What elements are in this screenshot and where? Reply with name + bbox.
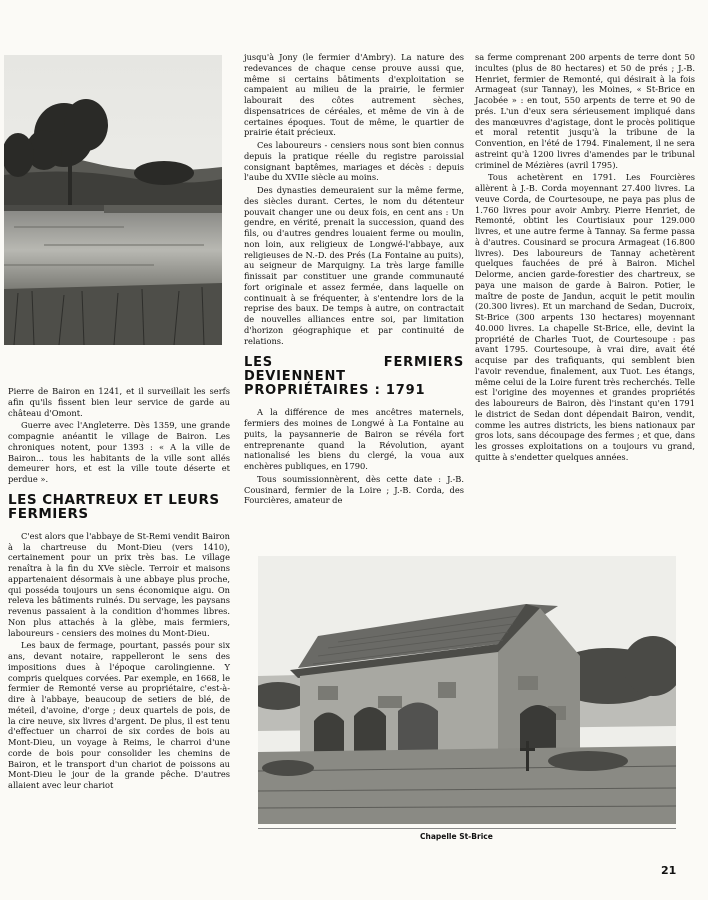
paragraph: Tous soumissionnèrent, dès cette date : J.-B. Cousinard, fermier de la Loire ; J.-B. Corda, des Fourcières, amateur de (244, 473, 464, 506)
column-1 (8, 386, 230, 793)
paragraph: sa ferme comprenant 200 arpents de terre dont 50 incultes (plus de 80 hectares) et 50 de prés ; J.-B. Henriet, fermier de Remonté, qui désirait à la fois Armageat (sur Tannay), les Moines, « St-Brice en Jacobée » : en tout, 550 arpents de terre et 90 de prés. L'un d'eux sera sérieusement impliqué dans des manœuvres d'agistage, dont le procès politique et moral retentit jusqu'à la tribune de la Convention, en l'été de 1794. Finalement, il ne sera astreint qu'à 1200 livres d'amendes par le tribunal criminel de Mézières (avril 1795). (475, 52, 695, 170)
chapel-photo (258, 556, 676, 824)
chapel-photo-image (258, 556, 676, 824)
paragraph: Pierre de Bairon en 1241, et il surveillait les serfs afin qu'ils fissent bien leur service de garde au château d'Omont. (8, 386, 230, 418)
photo-caption: Chapelle St-Brice (420, 832, 493, 841)
paragraph: Guerre avec l'Angleterre. Dès 1359, une grande compagnie anéantit le village de Bairon. Les chroniques notent, pour 1393 : « A la ville de Bairon... tous les habitants de la ville sont allés demeurer hors, et est la ville toute déserte et perdue ». (8, 420, 230, 484)
paragraph: Des dynasties demeuraient sur la même ferme, des siècles durant. Certes, le nom du détenteur pouvait changer une ou deux fois, en cent ans : Un gendre, en vérité, prenait la succession, quand des fils, ou d'autres gendres louaient ferme ou moulin, non loin, aux religieux de Longwé-l'abbaye, aux religieuses de N.-D. des Prés (La Fontaine au puits), au seigneur de Marquigny. La très large famille finissait par constituer une grande communauté fort originale et assez fermée, dans laquelle on continuait à se fréquenter, à s'entendre lors de la reprise des baux. De temps à autre, on contractait de nouvelles alliances entre soi, par limitation d'horizon géographique et par continuité de relations. (244, 185, 464, 346)
paragraph: Les baux de fermage, pourtant, passés pour six ans, devant notaire, rappelleront le sens des impositions dues à l'époque carolingienne. Y compris quelques corvées. Par exemple, en 1668, le fermier de Remonté verse au propriétaire, c'est-à-dire à l'abbaye, beaucoup de setiers de blé, de méteil, d'avoine, d'orge ; deux quartels de pois, de la cire neuve, six livres d'argent. De plus, il est tenu d'effectuer un charroi de six cordes de bois au Mont-Dieu, un voyage à Reims, le charroi d'une corde de bois pour consolider les chemins de Bairon, et le transport d'un chariot de poissons au Mont-Dieu le jour de la grande pêche. D'autres allaient avec leur chariot (8, 640, 230, 790)
page-number: 21 (661, 864, 677, 877)
paragraph: C'est alors que l'abbaye de St-Remi vendit Bairon à la chartreuse du Mont-Dieu (vers 1410), certainement pour un prix très bas. Le village renaîtra à la fin du XVe siècle. Terroir et maisons appartenaient désormais à une abbaye plus proche, qui posséda toujours un sens économique aigu. On releva les bâtiments ruinés. Du servage, les paysans revenus passaient à la condition d'hommes libres. Non plus attachés à la glèbe, mais fermiers, laboureurs - censiers des moines du Mont-Dieu. (8, 530, 230, 638)
paragraph: jusqu'à Jony (le fermier d'Ambry). La nature des redevances de chaque cense prouve aussi que, même si certains bâtiments d'exploitation se campaient au milieu de la prairie, le fermier labourait des côtes autrement sèches, dispensatrices de céréales, et même de vin à de certaines époques. Tout de même, le quartier de prairie était précieux. (244, 52, 464, 138)
column-3 (475, 52, 695, 465)
paragraph: Tous achetèrent en 1791. Les Fourcières allèrent à J.-B. Corda moyennant 27.400 livres. La veuve Corda, de Courtesoupe, ne paya pas plus de 1.760 livres pour avoir Ambry. Pierre Henriet, de Remonté, obtint les Courtisiaux pour 129.000 livres, et une autre ferme à Tannay. Sa ferme passa à d'autres. Cousinard se procura Armageat (16.800 livres). Des laboureurs de Tannay achetèrent quelques fauchées de pré à Bairon. Michel Delorme, ancien garde-forestier des chartreux, se paya une maison de garde à Bairon. Potier, le maître de poste de Jandun, acquit le petit moulin (20.300 livres). Et un marchand de Sedan, Ducroix, St-Brice (300 arpents 130 hectares) moyennant 40.000 livres. La chapelle St-Brice, elle, devint la propriété de Charles Tuot, de Courtesoupe : pas avant 1795. Courtesoupe, à vrai dire, avait été acquise par des trafiquants, qui semblent bien l'avoir revendue, finalement, aux Tuot. Les étangs, même celui de la Loire furent très recherchés. Telle est l'origine des moyennes et grandes propriétés des laboureurs de Bairon, dès l'instant qu'en 1791 le district de Sedan dont dépendait Bairon, vendit, comme les autres districts, les biens nationaux par gros lots, sans découpage des fermes ; et que, dans les grosses exploitations on a toujours vu grand, quitte à s'endetter quelques années. (475, 172, 695, 462)
paragraph: A la différence de mes ancêtres maternels, fermiers des moines de Longwé à La Fontaine au puits, la paysannerie de Bairon se révéla fort entreprenante quand la Révolution, ayant nationalisé les biens du clergé, la voua aux enchères publiques, en 1790. (244, 407, 464, 471)
section-heading: LES FERMIERS DEVIENNENT PROPRIÉTAIRES : 1791 (244, 355, 464, 399)
paragraph: Ces laboureurs - censiers nous sont bien connus depuis la pratique réelle du registre paroissial consignant baptêmes, mariages et décès : depuis l'aube du XVIIe siècle au moins. (244, 140, 464, 183)
caption-divider (258, 828, 676, 829)
section-heading: LES CHARTREUX ET LEURS FERMIERS (8, 491, 220, 522)
lake-photo (4, 55, 222, 345)
lake-photo-image (4, 55, 222, 345)
column-2 (244, 52, 464, 508)
